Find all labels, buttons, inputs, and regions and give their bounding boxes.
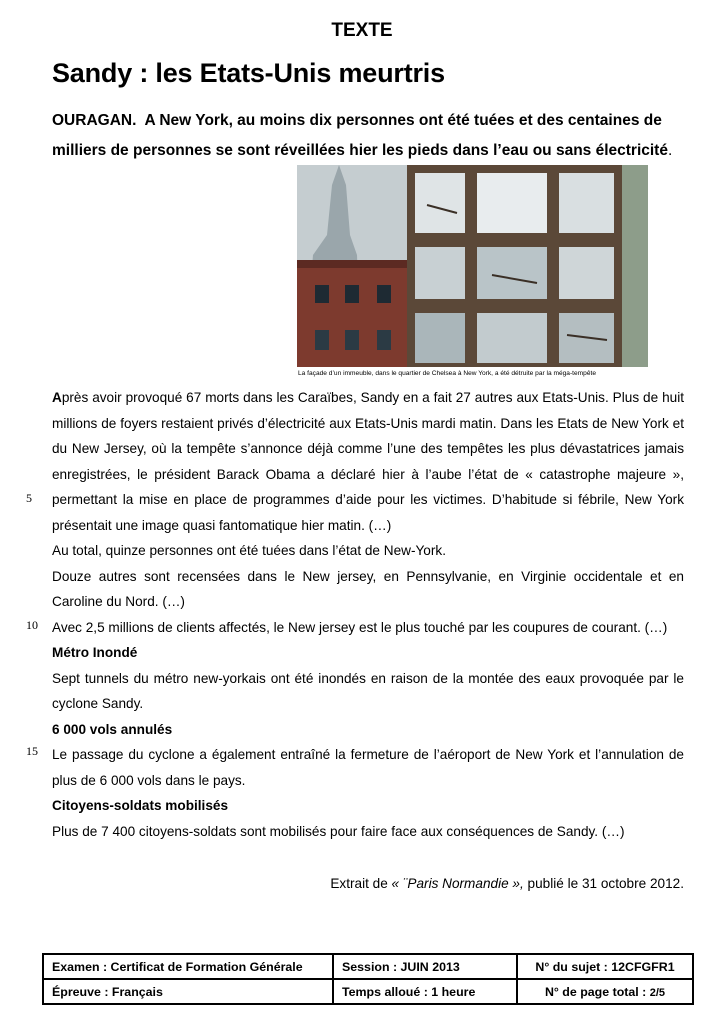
source-date: publié le 31 octobre 2012. xyxy=(527,876,684,891)
subheading-flights: 6 000 vols annulés xyxy=(52,721,173,737)
paragraph: Avec 2,5 millions de clients affectés, le New jersey est le plus touché par les coupures de courant. (…) xyxy=(52,619,668,635)
paragraph: Au total, quinze personnes ont été tuées dans l’état de New-York. xyxy=(52,543,446,558)
paragraph: Sept tunnels du métro new-yorkais ont été inondés en raison de la montée des eaux provoquée par le cyclone Sandy. xyxy=(52,670,684,711)
time-cell: Temps alloué : 1 heure xyxy=(333,979,517,1004)
paragraph: Plus de 7 400 citoyens-soldats sont mobilisés pour faire face aux conséquences de Sandy. (…) xyxy=(52,823,625,839)
lead-kicker: OURAGAN. xyxy=(52,112,137,129)
epreuve-cell: Épreuve : Français xyxy=(43,979,333,1004)
table-row xyxy=(43,979,693,1004)
article-headline: Sandy : les Etats-Unis meurtris xyxy=(52,58,445,88)
line-number: 10 xyxy=(26,618,38,632)
paragraph: Le passage du cyclone a également entraîné la fermeture de l’aéroport de New York et l’annulation de plus de 6 000 vols dans le pays. xyxy=(52,747,684,788)
page-value: 2/5 xyxy=(649,986,666,999)
article-lead xyxy=(52,106,684,166)
drop-cap: A xyxy=(52,390,62,405)
article-body xyxy=(52,385,684,844)
table-row xyxy=(43,954,693,979)
session-cell: Session : JUIN 2013 xyxy=(333,954,517,979)
building-facade-image xyxy=(297,165,648,381)
line-number: 15 xyxy=(26,744,38,758)
subject-cell: N° du sujet : 12CFGFR1 xyxy=(517,954,693,979)
source-prefix: Extrait de xyxy=(330,876,388,891)
section-title: TEXTE xyxy=(331,20,393,41)
page-cell xyxy=(517,979,693,1004)
lead-end: . xyxy=(667,142,673,159)
exam-cell: Examen : Certificat de Formation Générale xyxy=(43,954,333,979)
source-title: « ¨Paris Normandie », xyxy=(391,876,524,891)
exam-info-table xyxy=(42,953,694,1005)
subheading-soldiers: Citoyens-soldats mobilisés xyxy=(52,798,229,813)
paragraph xyxy=(52,385,684,538)
paragraph-text: près avoir provoqué 67 morts dans les Caraïbes, Sandy en a fait 27 autres aux Etats-Unis. Plus de huit millions de foyers restaient privés d’électricité aux Etats-Unis mardi matin. Dans les Etats de New York et du New Jersey, où la tempête s’annonce déjà comme l’une des tempêtes les plus dévastatrices jamais enregistrées, le président Barack Obama a déclaré hier à l’aube l’état de « catastrophe majeure », permettant la mise en place de programmes d’aide pour les victimes. D’habitude si fébrile, New York présentait une image quasi fantomatique hier matin. (…) xyxy=(52,390,684,533)
line-number: 5 xyxy=(26,491,32,505)
paragraph: Douze autres sont recensées dans le New jersey, en Pennsylvanie, en Virginie occidentale et en Caroline du Nord. (…) xyxy=(52,568,684,609)
lead-text: A New York, au moins dix personnes ont été tuées et des centaines de milliers de personnes se sont réveillées hier les pieds dans l’eau ou sans électricité xyxy=(52,112,668,159)
subheading-metro: Métro Inondé xyxy=(52,645,138,660)
article-photo xyxy=(297,165,648,381)
source-citation xyxy=(330,876,684,891)
page-label: N° de page total : xyxy=(544,984,647,999)
photo-caption: La façade d’un immeuble, dans le quartier de Chelsea à New York, a été détruite par la méga-tempête xyxy=(297,367,648,381)
